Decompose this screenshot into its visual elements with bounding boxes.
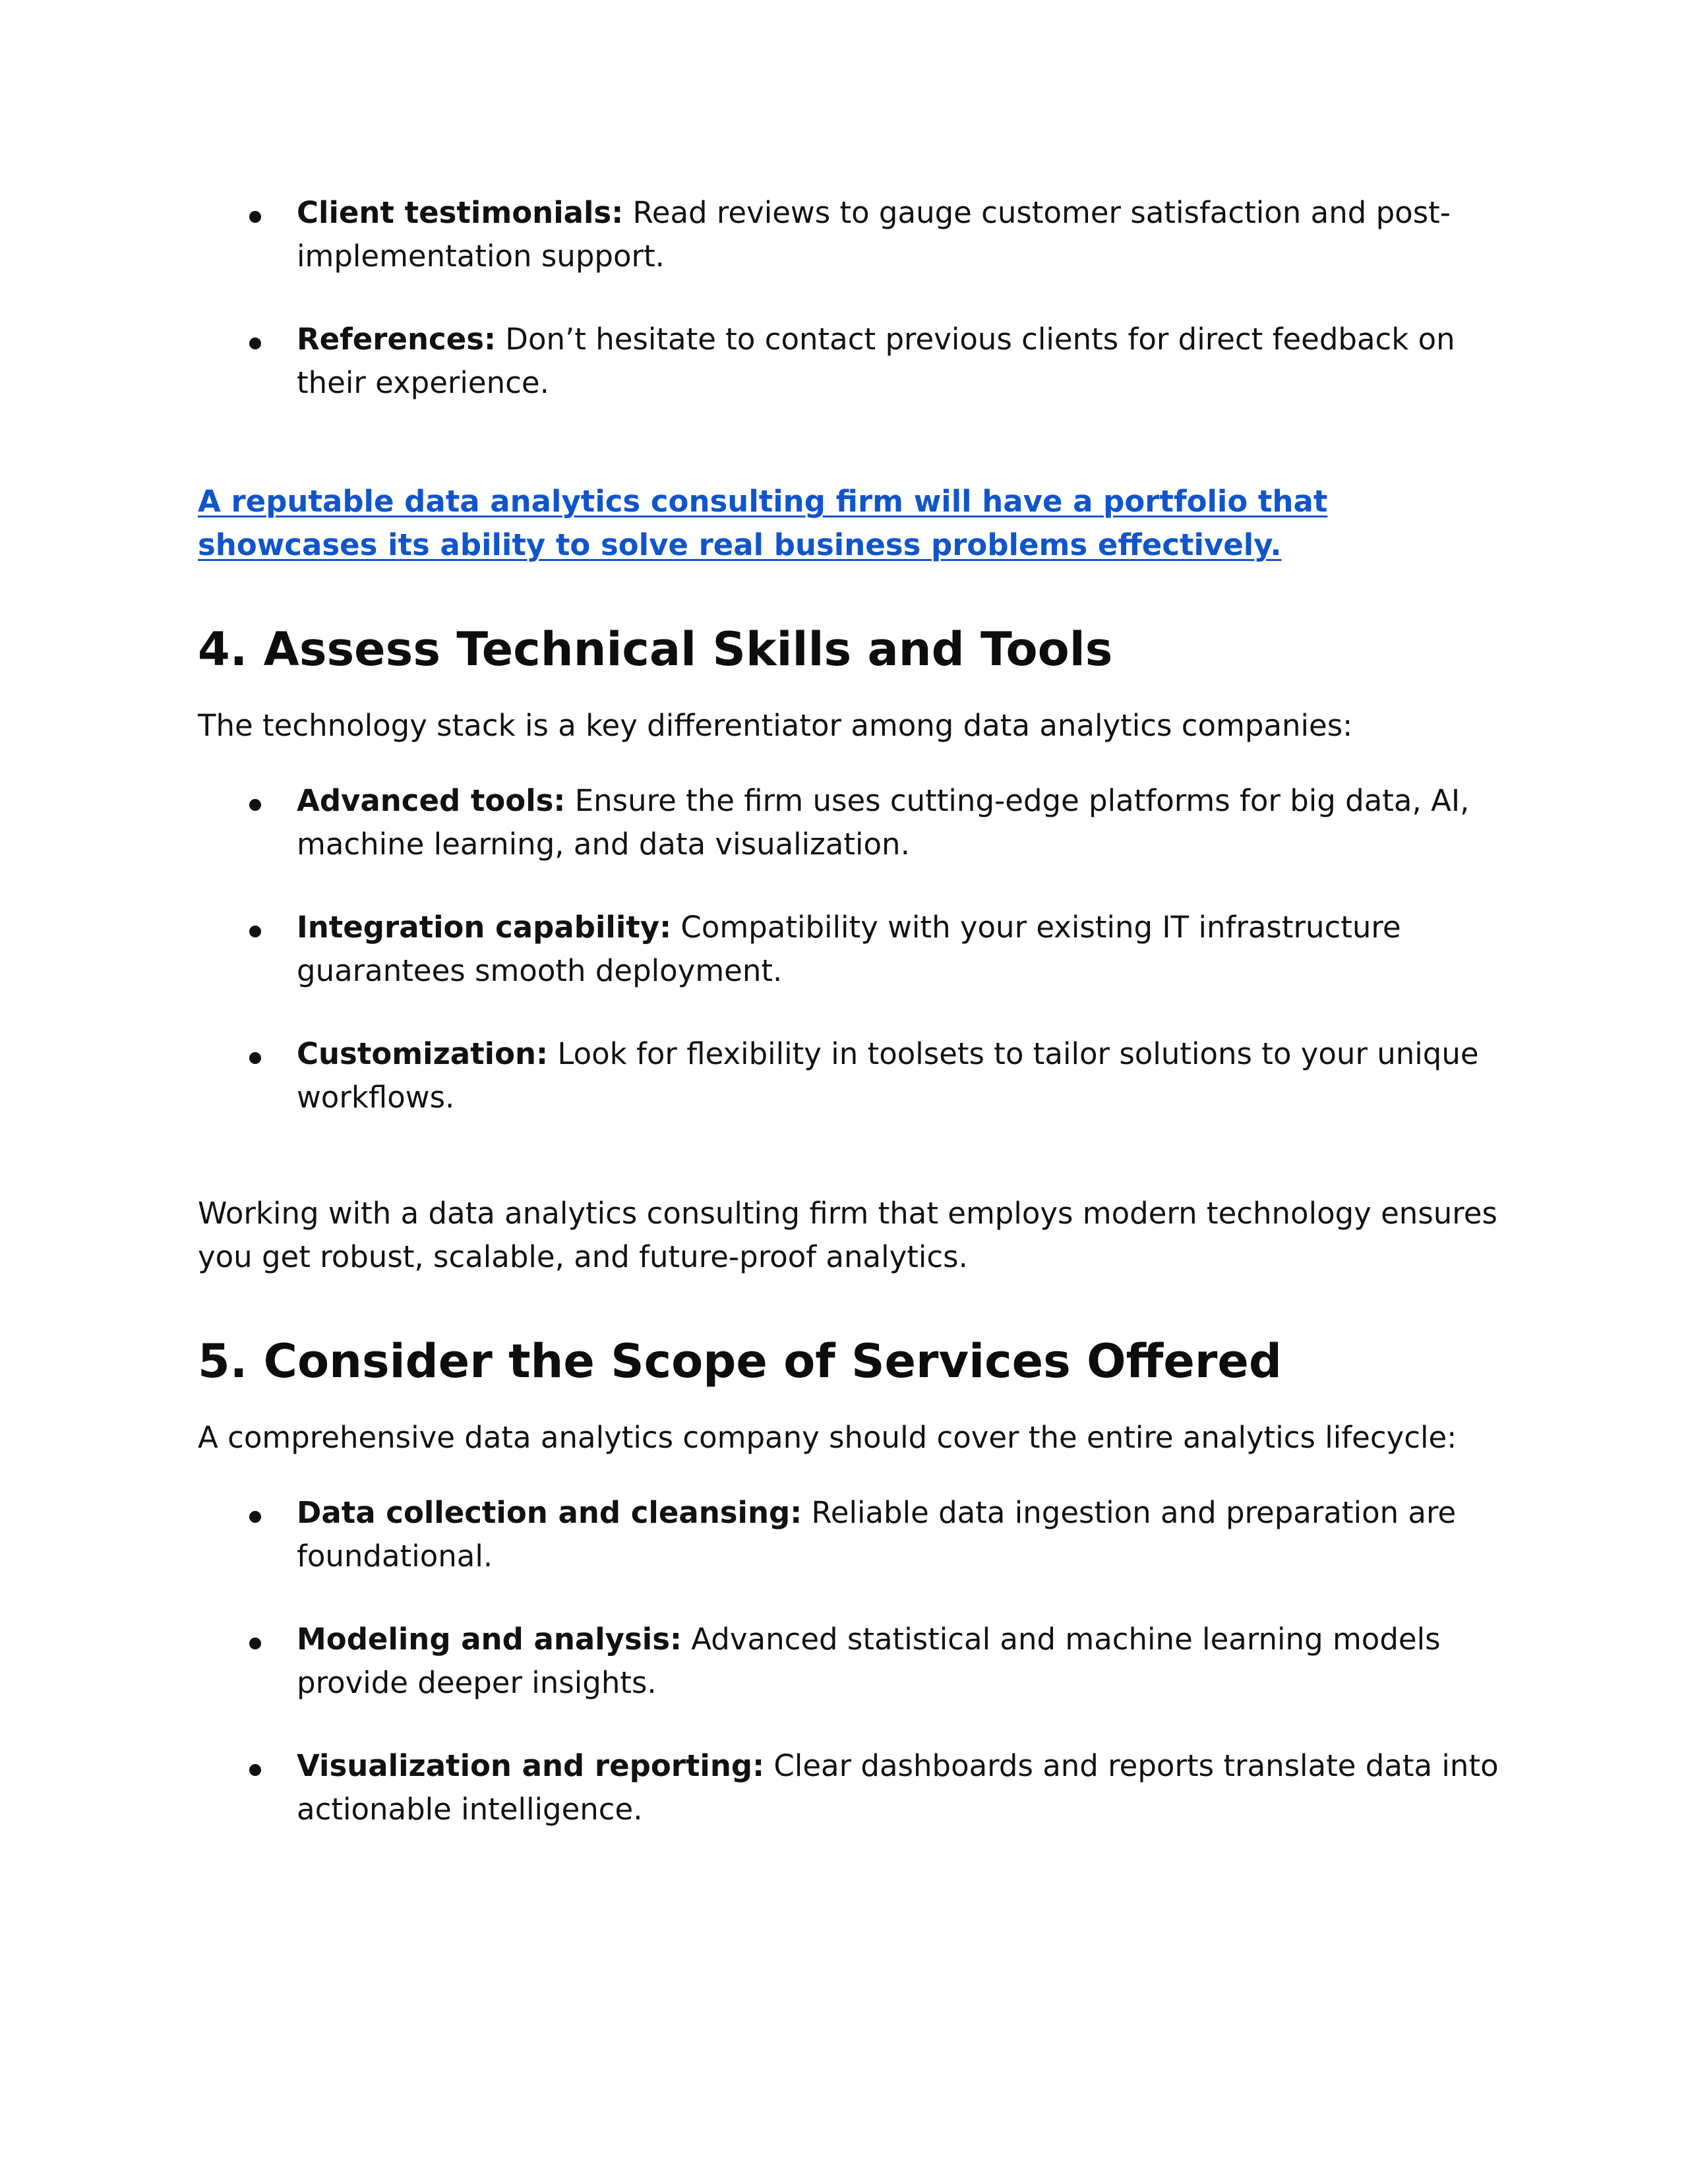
list-item <box>198 1491 1503 1578</box>
list-item <box>198 1618 1503 1705</box>
bullet-icon <box>249 926 261 937</box>
list-item <box>198 779 1503 866</box>
bullet-icon <box>249 338 261 349</box>
bullet-text: Clear dashboards and reports translate data into actionable intelligence. <box>297 1748 1499 1827</box>
bullet-term: Client testimonials: <box>297 195 624 230</box>
list-item <box>198 191 1503 278</box>
bullet-text: Reliable data ingestion and preparation are foundational. <box>297 1495 1457 1574</box>
bullet-icon <box>249 1638 261 1649</box>
section-5-bullet-list <box>198 1491 1503 1831</box>
bullet-term: Modeling and analysis: <box>297 1622 682 1657</box>
list-item <box>198 1032 1503 1119</box>
section-5-intro: A comprehensive data analytics company should cover the entire analytics lifecycle: <box>198 1420 1457 1455</box>
bullet-term: Integration capability: <box>297 910 672 945</box>
bullet-text: Don’t hesitate to contact previous clients for direct feedback on their experience. <box>297 322 1455 400</box>
section-4-bullet-list <box>198 779 1503 1119</box>
bullet-text: Look for flexibility in toolsets to tailor solutions to your unique workflows. <box>297 1036 1479 1115</box>
bullet-text: Advanced statistical and machine learning models provide deeper insights. <box>297 1622 1441 1700</box>
bullet-term: Advanced tools: <box>297 783 566 818</box>
bullet-text: Ensure the firm uses cutting-edge platforms for big data, AI, machine learning, and data visualization. <box>297 783 1470 862</box>
list-item <box>198 906 1503 993</box>
bullet-icon <box>249 1764 261 1776</box>
list-item <box>198 1744 1503 1831</box>
bullet-icon <box>249 1052 261 1064</box>
section-4-closing: Working with a data analytics consulting firm that employs modern technology ensures you get robust, scalable, and future-proof analytics. <box>198 1196 1497 1274</box>
bullet-term: References: <box>297 322 496 357</box>
bullet-icon <box>249 1511 261 1523</box>
bullet-icon <box>249 211 261 223</box>
bullet-term: Customization: <box>297 1036 549 1071</box>
list-item <box>198 318 1503 405</box>
section-heading-5: 5. Consider the Scope of Services Offered <box>198 1334 1282 1388</box>
section-heading-4: 4. Assess Technical Skills and Tools <box>198 622 1113 676</box>
bullet-term: Visualization and reporting: <box>297 1748 765 1783</box>
bullet-term: Data collection and cleansing: <box>297 1495 802 1530</box>
bullet-text: Compatibility with your existing IT infrastructure guarantees smooth deployment. <box>297 910 1401 988</box>
top-bullet-list <box>198 191 1503 405</box>
bullet-text: Read reviews to gauge customer satisfaction and post-implementation support. <box>297 195 1451 274</box>
highlight-link[interactable]: A reputable data analytics consulting firm will have a portfolio that showcases its ability to solve real business problems effectively. <box>198 484 1328 562</box>
section-4-intro: The technology stack is a key differentiator among data analytics companies: <box>198 708 1353 743</box>
document-page <box>198 191 1503 1831</box>
bullet-icon <box>249 799 261 811</box>
